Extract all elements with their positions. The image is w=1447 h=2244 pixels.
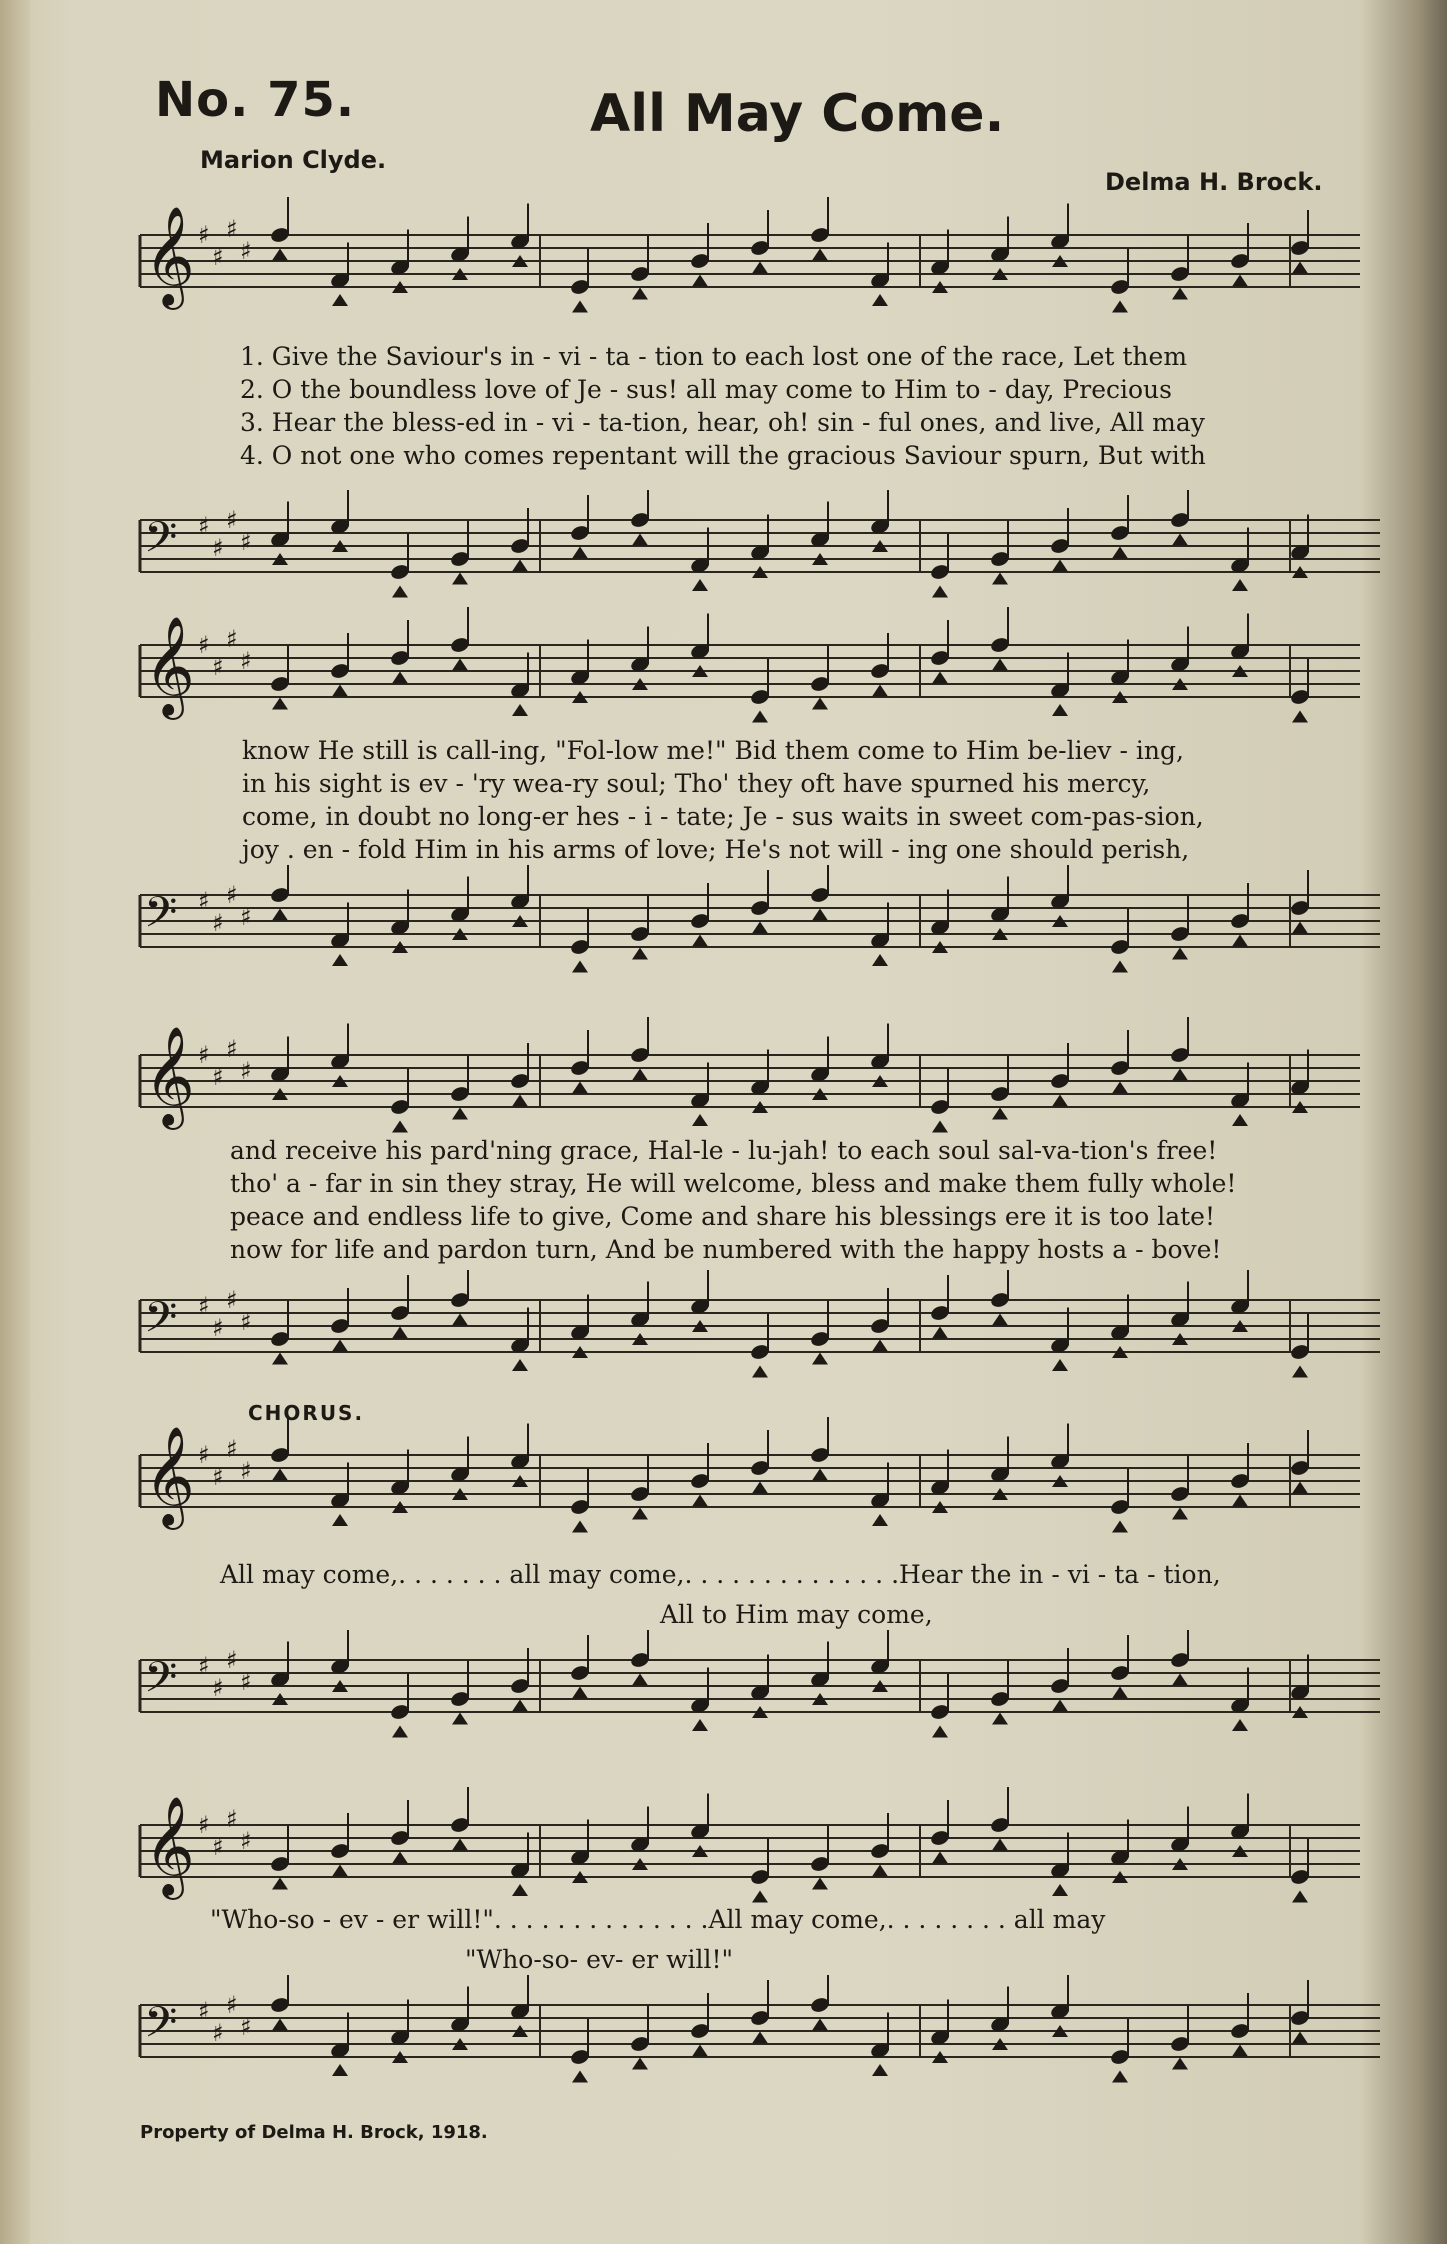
sharp-icon: ♯: [198, 221, 210, 249]
shape-note-head: [332, 1340, 348, 1352]
shape-note-head: [272, 1878, 288, 1890]
shape-note-head: [1052, 1095, 1068, 1107]
sharp-icon: ♯: [212, 1063, 224, 1091]
shape-note-head: [1292, 2032, 1308, 2044]
chorus-line-2-alto: "Who-so- ev- er will!": [465, 1945, 734, 1974]
shape-note-head: [632, 534, 648, 546]
sharp-icon: ♯: [240, 237, 252, 265]
shape-note-head: [872, 685, 888, 697]
shape-note-head: [332, 1514, 348, 1526]
sharp-icon: ♯: [198, 1292, 210, 1320]
shape-note-head: [1112, 547, 1128, 559]
sharp-icon: ♯: [198, 631, 210, 659]
shape-note-head: [632, 1674, 648, 1686]
shape-note-head: [1052, 1700, 1068, 1712]
shape-note-head: [1172, 1508, 1188, 1520]
system-2-treble-staff: [100, 600, 1390, 750]
shape-note-head: [632, 2058, 648, 2070]
bass-staff-svg: [100, 1630, 1390, 1760]
shape-note-head: [692, 1495, 708, 1507]
bass-staff-svg: [100, 1975, 1390, 2105]
shape-note-head: [632, 1069, 648, 1081]
sharp-icon: ♯: [198, 1811, 210, 1839]
shape-note-head: [752, 922, 768, 934]
bass-staff-svg: [100, 1270, 1390, 1400]
shape-note-head: [332, 294, 348, 306]
shape-note-head: [512, 1095, 528, 1107]
bass-clef-icon: 𝄢: [144, 888, 178, 948]
system-2-bass-staff: [100, 865, 1390, 995]
shape-note-head: [1232, 1495, 1248, 1507]
shape-note-head: [992, 573, 1008, 585]
sharp-icon: ♯: [212, 1314, 224, 1342]
shape-note-head: [1172, 288, 1188, 300]
treble-staff-svg: [100, 600, 1390, 750]
shape-note-head: [872, 1514, 888, 1526]
shape-note-head: [692, 935, 708, 947]
shape-note-head: [692, 2045, 708, 2057]
shape-note-head: [1112, 301, 1128, 313]
shape-note-head: [932, 672, 948, 684]
shape-note-head: [872, 954, 888, 966]
shape-note-head: [632, 948, 648, 960]
shape-note-head: [812, 2019, 828, 2031]
treble-staff-svg: [100, 1410, 1390, 1560]
sharp-icon: ♯: [240, 1057, 252, 1085]
shape-note-head: [992, 1314, 1008, 1326]
page-binding-edge: [0, 0, 30, 2244]
shape-note-head: [812, 909, 828, 921]
system-2-lyrics: [242, 734, 1204, 866]
shape-note-head: [452, 1713, 468, 1725]
sharp-icon: ♯: [212, 1674, 224, 1702]
sharp-icon: ♯: [226, 881, 238, 909]
shape-note-head: [932, 586, 948, 598]
shape-note-head: [812, 1469, 828, 1481]
shape-note-head: [1232, 579, 1248, 591]
chorus-label: CHORUS.: [248, 1401, 365, 1425]
shape-note-head: [1232, 1114, 1248, 1126]
verse-3-line: come, in doubt no long-er hes - i - tate; Je - sus waits in sweet com-pas-sion,: [242, 802, 1204, 831]
treble-clef-icon: 𝄞: [144, 1426, 195, 1526]
verse-4-line: 4. O not one who comes repentant will the gracious Saviour spurn, But with: [240, 441, 1206, 470]
sharp-icon: ♯: [240, 528, 252, 556]
shape-note-head: [1292, 1891, 1308, 1903]
shape-note-head: [992, 1839, 1008, 1851]
sharp-icon: ♯: [240, 2013, 252, 2041]
shape-note-head: [1292, 262, 1308, 274]
shape-note-head: [572, 1521, 588, 1533]
shape-note-head: [572, 1082, 588, 1094]
composer-credit: Delma H. Brock.: [1105, 168, 1323, 196]
shape-note-head: [512, 1700, 528, 1712]
chorus-1-bass-staff: [100, 1630, 1390, 1760]
shape-note-head: [1172, 1069, 1188, 1081]
shape-note-head: [752, 1366, 768, 1378]
sharp-icon: ♯: [240, 1308, 252, 1336]
sharp-icon: ♯: [198, 1997, 210, 2025]
verse-3-line: peace and endless life to give, Come and share his blessings ere it is too late!: [230, 1202, 1215, 1231]
sharp-icon: ♯: [240, 1668, 252, 1696]
shape-note-head: [272, 249, 288, 261]
shape-note-head: [332, 954, 348, 966]
sharp-icon: ♯: [212, 1463, 224, 1491]
verse-1-line: and receive his pard'ning grace, Hal-le - lu-jah! to each soul sal-va-tion's free!: [230, 1136, 1218, 1165]
shape-note-head: [1052, 1359, 1068, 1371]
sharp-icon: ♯: [198, 1041, 210, 1069]
bass-clef-icon: 𝄢: [144, 1293, 178, 1353]
verse-2-line: 2. O the boundless love of Je - sus! all may come to Him to - day, Precious: [240, 375, 1172, 404]
shape-note-head: [932, 1327, 948, 1339]
sharp-icon: ♯: [226, 1646, 238, 1674]
shape-note-head: [932, 1121, 948, 1133]
shape-note-head: [992, 1713, 1008, 1725]
shape-note-head: [1172, 534, 1188, 546]
shape-note-head: [992, 1108, 1008, 1120]
sharp-icon: ♯: [226, 1805, 238, 1833]
sharp-icon: ♯: [198, 1441, 210, 1469]
sharp-icon: ♯: [212, 1833, 224, 1861]
shape-note-head: [632, 1508, 648, 1520]
sharp-icon: ♯: [240, 903, 252, 931]
shape-note-head: [872, 2064, 888, 2076]
shape-note-head: [1112, 1082, 1128, 1094]
shape-note-head: [512, 704, 528, 716]
chorus-line-1-alto: All to Him may come,: [660, 1600, 933, 1629]
shape-note-head: [572, 1687, 588, 1699]
shape-note-head: [392, 672, 408, 684]
sharp-icon: ♯: [212, 243, 224, 271]
shape-note-head: [1232, 935, 1248, 947]
shape-note-head: [1172, 1674, 1188, 1686]
lyricist-credit: Marion Clyde.: [200, 146, 387, 174]
sharp-icon: ♯: [226, 215, 238, 243]
shape-note-head: [1172, 2058, 1188, 2070]
verse-1-line: know He still is call-ing, "Fol-low me!" Bid them come to Him be-liev - ing,: [242, 736, 1184, 765]
shape-note-head: [1052, 1884, 1068, 1896]
sharp-icon: ♯: [226, 1286, 238, 1314]
chorus-line-2-main: "Who-so - ev - er will!". . . . . . . . . . . . . .All may come,. . . . . . . . all may: [210, 1905, 1106, 1934]
shape-note-head: [1292, 922, 1308, 934]
shape-note-head: [392, 1726, 408, 1738]
shape-note-head: [932, 1726, 948, 1738]
shape-note-head: [452, 1108, 468, 1120]
shape-note-head: [1112, 961, 1128, 973]
bass-clef-icon: 𝄢: [144, 1998, 178, 2058]
shape-note-head: [452, 573, 468, 585]
shape-note-head: [1112, 1521, 1128, 1533]
shape-note-head: [452, 659, 468, 671]
shape-note-head: [1232, 275, 1248, 287]
sharp-icon: ♯: [226, 506, 238, 534]
shape-note-head: [992, 659, 1008, 671]
verse-4-line: now for life and pardon turn, And be numbered with the happy hosts a - bove!: [230, 1235, 1222, 1264]
shape-note-head: [632, 288, 648, 300]
shape-note-head: [692, 579, 708, 591]
sharp-icon: ♯: [212, 909, 224, 937]
shape-note-head: [752, 711, 768, 723]
sharp-icon: ♯: [240, 647, 252, 675]
shape-note-head: [272, 909, 288, 921]
shape-note-head: [332, 1865, 348, 1877]
shape-note-head: [332, 685, 348, 697]
shape-note-head: [812, 1353, 828, 1365]
system-3-bass-staff: [100, 1270, 1390, 1400]
shape-note-head: [1292, 711, 1308, 723]
verse-1-line: 1. Give the Saviour's in - vi - ta - tion to each lost one of the race, Let them: [240, 342, 1188, 371]
shape-note-head: [572, 961, 588, 973]
shape-note-head: [572, 2071, 588, 2083]
treble-staff-svg: [100, 190, 1390, 340]
verse-2-line: in his sight is ev - 'ry wea-ry soul; Tho' they oft have spurned his mercy,: [242, 769, 1151, 798]
shape-note-head: [1232, 2045, 1248, 2057]
sharp-icon: ♯: [212, 2019, 224, 2047]
shape-note-head: [1292, 1366, 1308, 1378]
treble-clef-icon: 𝄞: [144, 206, 195, 306]
shape-note-head: [452, 1839, 468, 1851]
sharp-icon: ♯: [212, 653, 224, 681]
hymn-title: All May Come.: [590, 84, 1005, 144]
shape-note-head: [812, 1878, 828, 1890]
sharp-icon: ♯: [198, 887, 210, 915]
shape-note-head: [692, 275, 708, 287]
chorus-1-treble-staff: [100, 1410, 1390, 1560]
shape-note-head: [572, 301, 588, 313]
shape-note-head: [872, 1865, 888, 1877]
treble-clef-icon: 𝄞: [144, 1026, 195, 1126]
shape-note-head: [272, 1353, 288, 1365]
sharp-icon: ♯: [226, 1435, 238, 1463]
shape-note-head: [752, 1482, 768, 1494]
shape-note-head: [392, 586, 408, 598]
bass-clef-icon: 𝄢: [144, 513, 178, 573]
sharp-icon: ♯: [226, 625, 238, 653]
shape-note-head: [512, 560, 528, 572]
shape-note-head: [752, 262, 768, 274]
sharp-icon: ♯: [226, 1991, 238, 2019]
shape-note-head: [392, 1121, 408, 1133]
shape-note-head: [1292, 1482, 1308, 1494]
shape-note-head: [512, 1884, 528, 1896]
shape-note-head: [272, 698, 288, 710]
shape-note-head: [812, 698, 828, 710]
shape-note-head: [332, 2064, 348, 2076]
chorus-line-1-main: All may come,. . . . . . . all may come,. . . . . . . . . . . . . .Hear the in - vi - ta - tion,: [220, 1560, 1221, 1589]
shape-note-head: [752, 2032, 768, 2044]
verse-2-line: tho' a - far in sin they stray, He will welcome, bless and make them fully whole!: [230, 1169, 1237, 1198]
shape-note-head: [272, 2019, 288, 2031]
shape-note-head: [272, 1469, 288, 1481]
shape-note-head: [692, 1114, 708, 1126]
treble-clef-icon: 𝄞: [144, 616, 195, 716]
shape-note-head: [872, 294, 888, 306]
shape-note-head: [1112, 2071, 1128, 2083]
shape-note-head: [1232, 1719, 1248, 1731]
copyright-footer: Property of Delma H. Brock, 1918.: [140, 2122, 488, 2143]
shape-note-head: [752, 1891, 768, 1903]
shape-note-head: [872, 1340, 888, 1352]
system-1-treble-staff: [100, 190, 1390, 340]
treble-clef-icon: 𝄞: [144, 1796, 195, 1896]
shape-note-head: [572, 547, 588, 559]
bass-staff-svg: [100, 865, 1390, 995]
sharp-icon: ♯: [226, 1035, 238, 1063]
sharp-icon: ♯: [212, 534, 224, 562]
shape-note-head: [512, 1359, 528, 1371]
shape-note-head: [392, 1852, 408, 1864]
shape-note-head: [692, 1719, 708, 1731]
shape-note-head: [932, 1852, 948, 1864]
hymn-number: No. 75.: [155, 72, 356, 128]
verse-3-line: 3. Hear the bless-ed in - vi - ta-tion, hear, oh! sin - ful ones, and live, All may: [240, 408, 1205, 437]
shape-note-head: [812, 249, 828, 261]
sharp-icon: ♯: [198, 512, 210, 540]
verse-4-line: joy . en - fold Him in his arms of love; He's not will - ing one should perish,: [242, 835, 1190, 864]
shape-note-head: [1052, 560, 1068, 572]
system-3-lyrics: [230, 1134, 1236, 1266]
bass-clef-icon: 𝄢: [144, 1653, 178, 1713]
sharp-icon: ♯: [240, 1827, 252, 1855]
shape-note-head: [1172, 948, 1188, 960]
shape-note-head: [1112, 1687, 1128, 1699]
shape-note-head: [1052, 704, 1068, 716]
system-1-lyrics: [240, 340, 1206, 472]
sharp-icon: ♯: [240, 1457, 252, 1485]
shape-note-head: [392, 1327, 408, 1339]
sharp-icon: ♯: [198, 1652, 210, 1680]
shape-note-head: [452, 1314, 468, 1326]
chorus-2-bass-staff: [100, 1975, 1390, 2105]
